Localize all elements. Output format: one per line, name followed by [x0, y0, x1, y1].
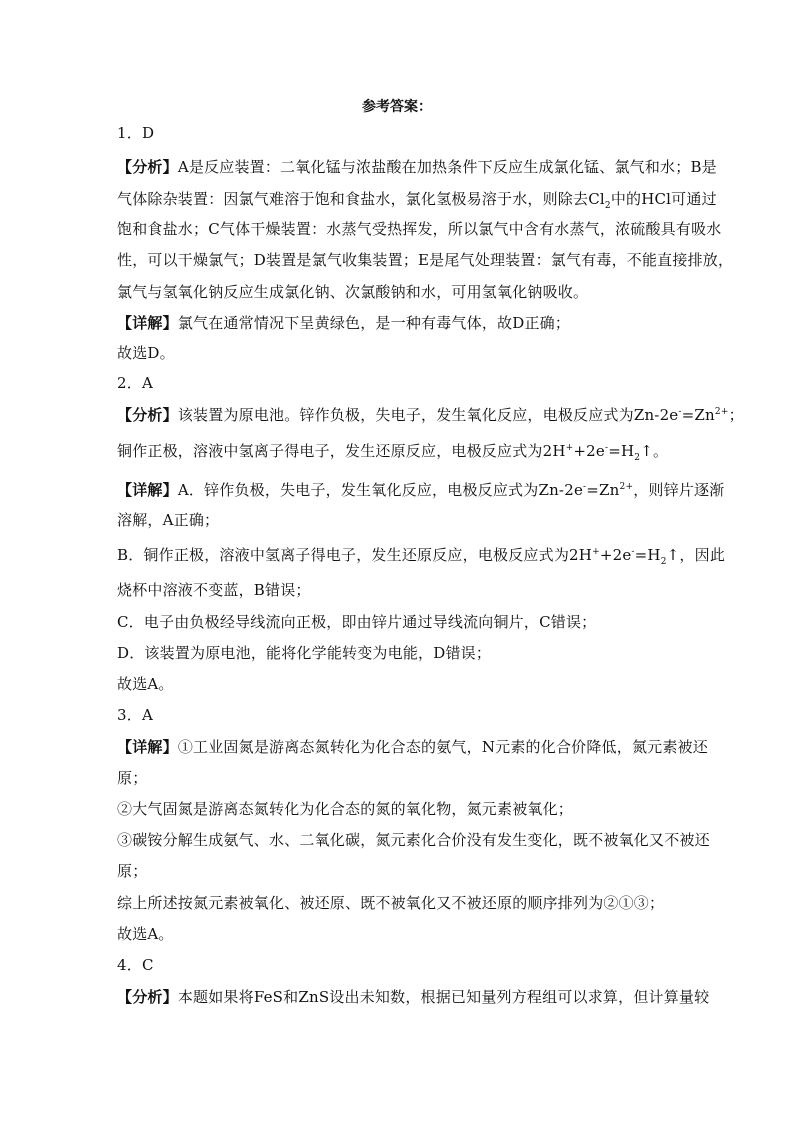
q3-detail-line-2: 原；: [117, 769, 148, 787]
q4-number: 4．C: [117, 956, 154, 974]
q1-analysis-line-4: 性，可以干燥氯气；D装置是氯气收集装置；E是尾气处理装置：氯气有毒，不能直接排放，: [117, 251, 734, 269]
q2-detail-line-2: 溶解，A正确；: [117, 511, 220, 529]
q1-analysis-line-1: 【分析】A是反应装置：二氧化锰与浓盐酸在加热条件下反应生成氯化锰、氯气和水；B是: [117, 158, 717, 176]
q2-analysis-line-1: 【分析】该装置为原电池。锌作负极，失电子，发生氧化反应，电极反应式为$Zn-2e^-=Zn^{2+}$；: [117, 406, 744, 424]
q2-detail-line-1: 【详解】A．锌作负极，失电子，发生氧化反应，电极反应式为$Zn-2e^-=Zn^{2+}$，则锌片逐渐: [117, 481, 725, 499]
page-title: 参考答案：: [362, 99, 432, 115]
analysis-tag: 【分析】: [117, 988, 178, 1006]
q3-detail-line-3: ②大气固氮是游离态氮转化为化合态的氮的氧化物，氮元素被氧化；: [117, 800, 574, 818]
q1-analysis-line-3: 饱和食盐水；C气体干燥装置：水蒸气受热挥发，所以氯气中含有水蒸气，浓硫酸具有吸水: [117, 220, 722, 238]
detail-tag: 【详解】: [117, 738, 178, 756]
q2-detail-line-5: C．电子由负极经导线流向正极，即由锌片通过导线流向铜片，C错误；: [117, 613, 597, 631]
analysis-tag: 【分析】: [117, 158, 178, 176]
q3-detail-line-6: 综上所述按氮元素被氧化、被还原、既不被氧化又不被还原的顺序排列为②①③；: [117, 894, 665, 912]
detail-tag: 【详解】: [117, 314, 178, 332]
analysis-tag: 【分析】: [117, 406, 178, 424]
q1-analysis-line-2: 气体除杂装置：因氯气难溶于饱和食盐水，氯化氢极易溶于水，则除去$Cl_2$中的HCl可通过: [117, 190, 717, 211]
q4-analysis-line-1: 【分析】本题如果将FeS和ZnS设出未知数，根据已知量列方程组可以求算，但计算量较: [117, 988, 710, 1006]
q2-detail-line-4: 烧杯中溶液不变蓝，B错误；: [117, 581, 311, 599]
q2-number: 2．A: [117, 374, 153, 392]
q1-number: 1．D: [117, 124, 155, 142]
q2-detail-line-3: B．铜作正极，溶液中氢离子得电子，发生还原反应，电极反应式为$2H^++2e^-=H_2↑$，因此: [117, 546, 726, 567]
q3-number: 3．A: [117, 706, 153, 724]
q2-detail-line-6: D．该装置为原电池，能将化学能转变为电能，D错误；: [117, 644, 492, 662]
q3-detail-line-5: 原；: [117, 862, 148, 880]
q3-conclusion: 故选A。: [117, 925, 174, 943]
q2-analysis-line-2: 铜作正极，溶液中氢离子得电子，发生还原反应，电极反应式为$2H^++2e^-=H_2↑$。: [117, 442, 669, 463]
q2-conclusion: 故选A。: [117, 675, 174, 693]
detail-tag: 【详解】: [117, 481, 178, 499]
q1-analysis-line-5: 氯气与氢氧化钠反应生成氯化钠、次氯酸钠和水，可用氢氧化钠吸收。: [117, 283, 589, 301]
q1-conclusion: 故选D。: [117, 344, 175, 362]
q3-detail-line-1: 【详解】①工业固氮是游离态氮转化为化合态的氨气，N元素的化合价降低，氮元素被还: [117, 738, 708, 756]
q1-detail-line-1: 【详解】氯气在通常情况下呈黄绿色，是一种有毒气体，故D正确；: [117, 314, 571, 332]
q3-detail-line-4: ③碳铵分解生成氨气、水、二氧化碳，氮元素化合价没有发生变化，既不被氧化又不被还: [117, 831, 710, 849]
